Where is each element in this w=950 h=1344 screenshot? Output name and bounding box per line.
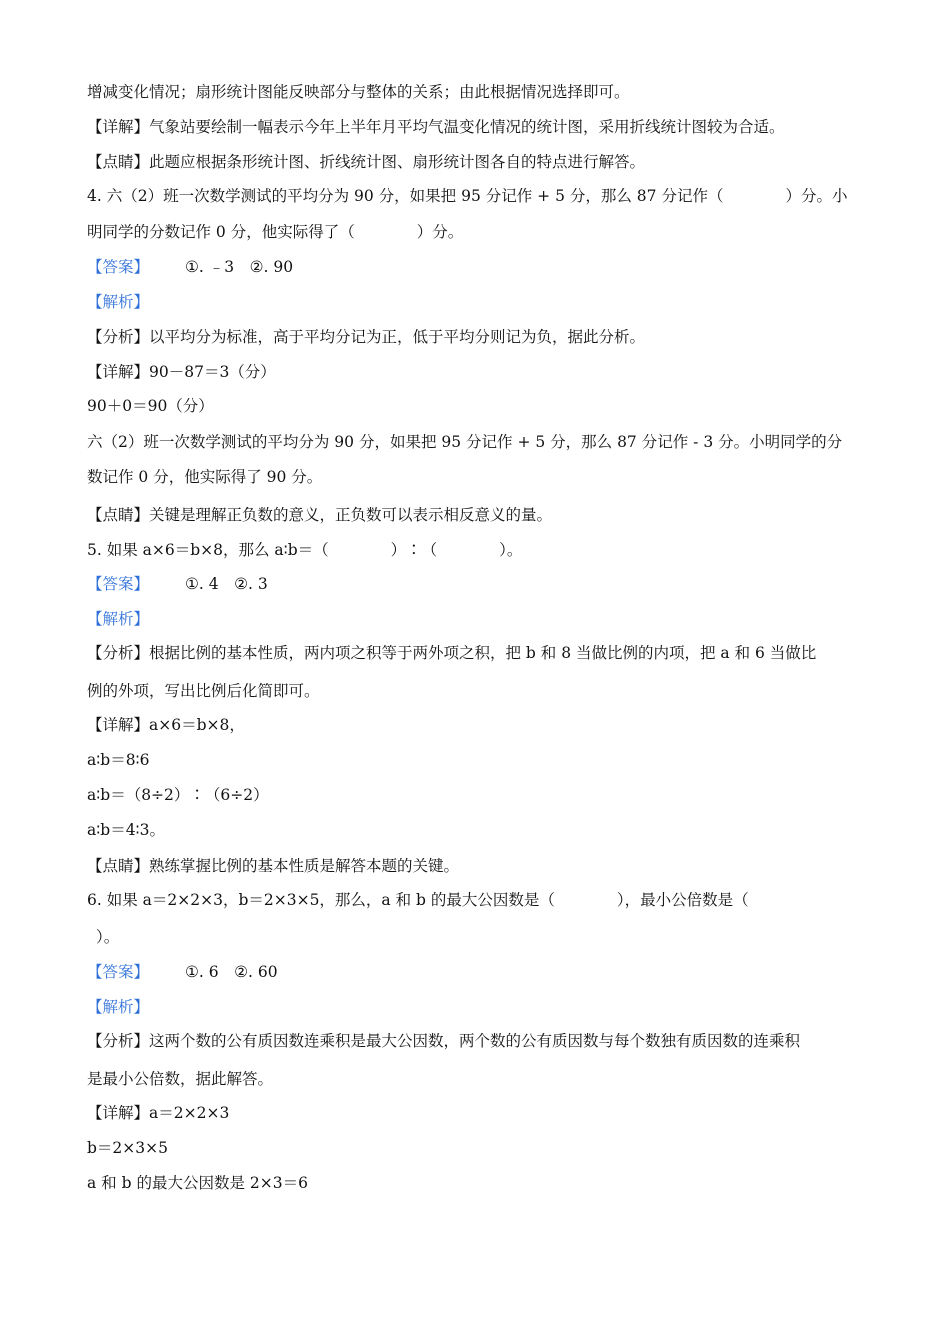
question-6-line-2: ）。 [96, 928, 120, 946]
analysis-tag: 【解析】 [87, 998, 150, 1016]
text-line-calc-q5-3: a∶b＝4∶3。 [87, 821, 165, 839]
text-line-calc-q5-2: a∶b＝（8÷2）∶（6÷2） [87, 786, 269, 804]
text-line-analysis-q5-1: 【分析】根据比例的基本性质，两内项之积等于两外项之积，把 b 和 8 当做比例的内项，把 a 和 6 当做比 [87, 644, 817, 662]
analysis-tag: 【解析】 [87, 293, 150, 311]
text-line-calc-q6-1: b＝2×3×5 [87, 1139, 168, 1157]
answer-values: ①. ﹣3 ②. 90 [185, 258, 294, 276]
answer-tag: 【答案】 [87, 258, 150, 276]
question-4-line-1: 4. 六（2）班一次数学测试的平均分为 90 分，如果把 95 分记作 + 5 分，那么 87 分记作（ ）分。小 [87, 187, 848, 205]
text-line-explain-q4-1: 六（2）班一次数学测试的平均分为 90 分，如果把 95 分记作 + 5 分，那么 87 分记作 - 3 分。小明同学的分 [87, 433, 843, 451]
analysis-tag: 【解析】 [87, 610, 150, 628]
text-line-analysis-q4: 【分析】以平均分为标准，高于平均分记为正，低于平均分则记为负，据此分析。 [87, 328, 646, 346]
answer-values: ①. 6 ②. 60 [185, 963, 278, 981]
text-line-comment-q3: 【点睛】此题应根据条形统计图、折线统计图、扇形统计图各自的特点进行解答。 [87, 153, 646, 171]
text-line-analysis-q6-2: 是最小公倍数，据此解答。 [87, 1070, 274, 1088]
text-line-analysis-q5-2: 例的外项，写出比例后化简即可。 [87, 682, 320, 700]
answer-row-q4 [87, 257, 877, 277]
text-line-detail-q3: 【详解】气象站要绘制一幅表示今年上半年月平均气温变化情况的统计图，采用折线统计图较为合适。 [87, 118, 785, 136]
answer-values: ①. 4 ②. 3 [185, 575, 268, 593]
answer-tag: 【答案】 [87, 575, 150, 593]
text-line-calc-q4: 90＋0＝90（分） [87, 397, 214, 415]
text-line-explain-q4-2: 数记作 0 分，他实际得了 90 分。 [87, 468, 323, 486]
text-line-intro: 增减变化情况；扇形统计图能反映部分与整体的关系；由此根据情况选择即可。 [87, 83, 630, 101]
question-6-line-1: 6. 如果 a＝2×2×3，b＝2×3×5，那么，a 和 b 的最大公因数是（ ），最小公倍数是（ [87, 891, 749, 909]
text-line-comment-q5: 【点睛】熟练掌握比例的基本性质是解答本题的关键。 [87, 857, 460, 875]
text-line-detail-q5: 【详解】a×6＝b×8， [87, 716, 245, 734]
question-5-line-1: 5. 如果 a×6＝b×8，那么 a∶b＝（ ）∶（ ）。 [87, 541, 523, 559]
text-line-detail-q6: 【详解】a＝2×2×3 [87, 1104, 230, 1122]
answer-tag: 【答案】 [87, 963, 150, 981]
text-line-detail-q4: 【详解】90－87＝3（分） [87, 363, 276, 381]
text-line-calc-q5-1: a∶b＝8∶6 [87, 751, 150, 769]
answer-row-q6 [87, 962, 877, 982]
text-line-comment-q4: 【点睛】关键是理解正负数的意义，正负数可以表示相反意义的量。 [87, 506, 553, 524]
question-4-line-2: 明同学的分数记作 0 分，他实际得了（ ）分。 [87, 223, 464, 241]
text-line-calc-q6-2: a 和 b 的最大公因数是 2×3＝6 [87, 1174, 308, 1192]
answer-row-q5 [87, 574, 877, 594]
text-line-analysis-q6-1: 【分析】这两个数的公有质因数连乘积是最大公因数，两个数的公有质因数与每个数独有质因数的连乘积 [87, 1032, 801, 1050]
